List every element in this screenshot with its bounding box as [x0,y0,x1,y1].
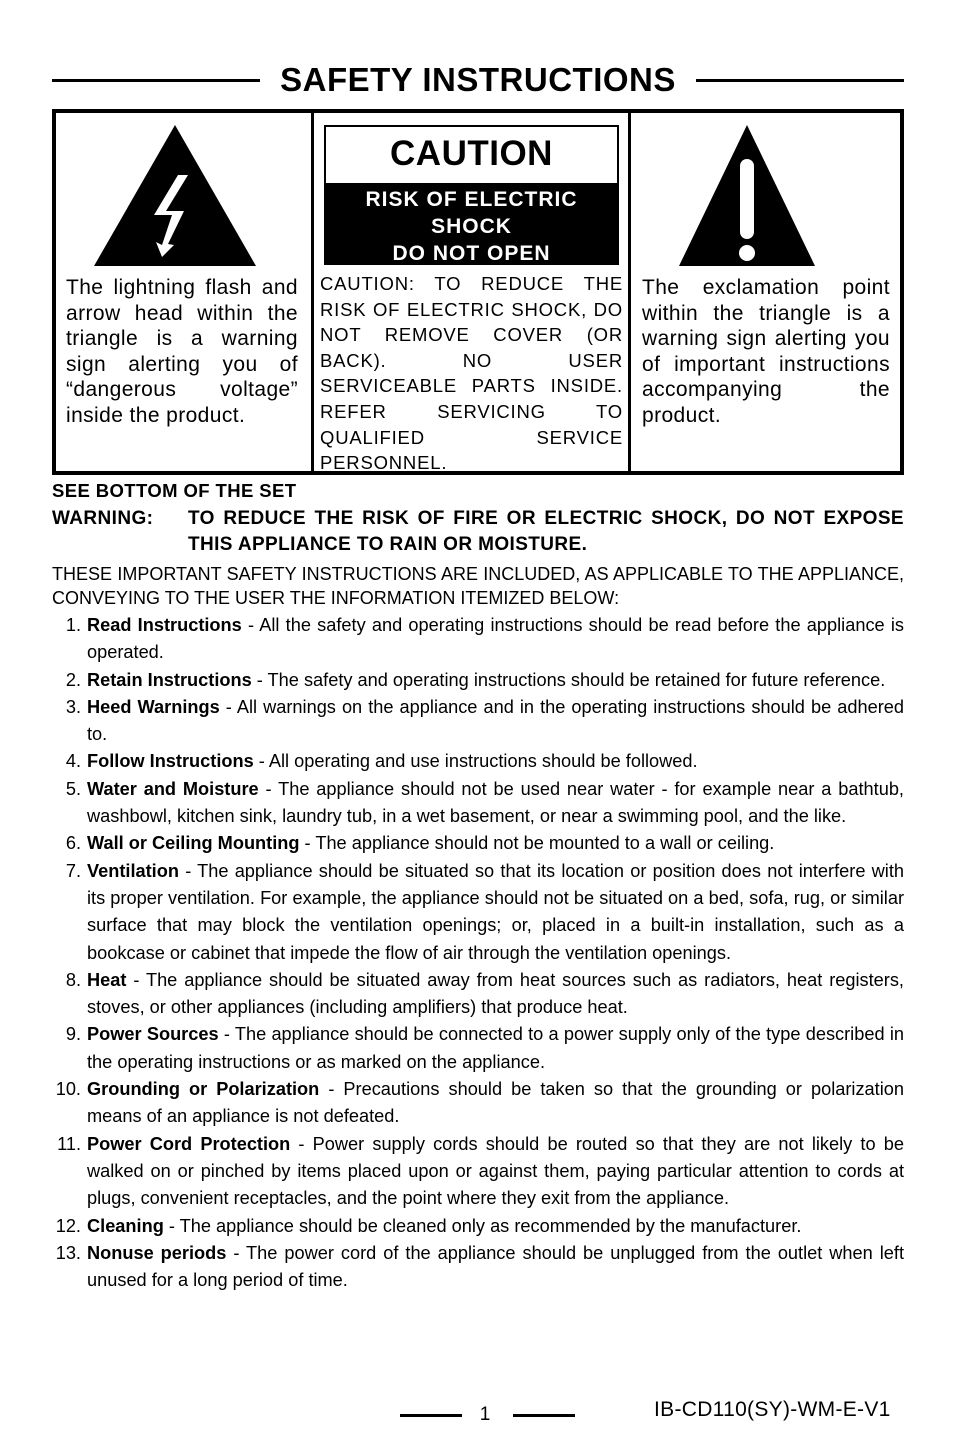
title-rule-left [52,79,260,82]
item-text: - All the safety and operating instructions should be read before the appliance is operated. [87,615,904,663]
item-number: 2. [65,669,81,690]
warning-label: WARNING: [52,508,154,529]
caution-text: CAUTION: TO REDUCE THE RISK OF ELECTRIC SHOCK, DO NOT REMOVE COVER (OR BACK). NO USER SERVICEABLE PARTS INSIDE. REFER SERVICING TO QUALIFIED SERVICE PERSONNEL. [320,273,623,474]
list-item [52,612,904,667]
item-title: Water and Moisture [87,778,259,799]
title-rule-right [696,79,904,82]
item-body [87,858,904,967]
item-number: 12. [55,1215,81,1236]
item-title: Grounding or Polarization [87,1079,320,1100]
item-text: - All warnings on the appliance and in the operating instructions should be adhered to. [87,696,904,745]
caution-column [314,113,631,474]
list-item [52,1021,904,1076]
item-text: - The appliance should be situated so that its location or position does not interfere with its proper ventilation. For example, the appliance should not be situated on a bed, sofa, rug, or similar surface that may block the ventilation openings; or, placed in a built-in installation, such as a bookcase or cabinet that impede the flow of air through the ventilation openings. [87,860,904,963]
item-title: Heed Warnings [87,696,220,717]
item-text: - The safety and operating instructions should be retained for future reference. [251,669,886,690]
item-body [87,612,904,667]
item-title: Read Instructions [87,615,242,635]
item-text: - The appliance should be situated away from heat sources such as radiators, heat registers, stoves, or other appliances (including amplifiers) that produce heat. [87,969,904,1018]
item-number: 13. [55,1242,81,1263]
item-title: Ventilation [87,860,179,881]
item-number: 6. [65,833,81,854]
risk-line: SHOCK [431,215,512,238]
page-title: SAFETY INSTRUCTIONS [280,61,676,98]
page-number: 1 [479,1404,491,1425]
item-body [87,694,904,749]
item-title: Nonuse periods [87,1242,227,1263]
document-code: IB-CD110(SY)-WM-E-V1 [654,1398,891,1421]
caution-heading: CAUTION [390,134,553,173]
risk-line: RISK OF ELECTRIC [365,188,578,211]
item-body [87,1021,904,1076]
item-title: Power Sources [87,1024,219,1045]
item-text: - All operating and use instructions should be followed. [253,751,698,772]
item-text: - The appliance should be connected to a power supply only of the type described in the operating instructions or as marked on the appliance. [87,1024,904,1072]
item-title: Wall or Ceiling Mounting [87,833,300,854]
exclamation-explanation: The exclamation point within the triangle is a warning sign alerting you of important instructions accompanying the product. [642,276,890,427]
item-number: 9. [65,1024,81,1045]
item-number: 7. [65,860,81,881]
see-bottom-note: SEE BOTTOM OF THE SET [52,480,297,501]
item-title: Follow Instructions [87,751,254,772]
item-body [87,748,904,775]
item-number: 11. [57,1133,81,1154]
item-number: 3. [65,696,81,717]
lightning-explanation: The lightning flash and arrow head within the triangle is a warning sign alerting you of “dangerous voltage” inside the product. [66,276,298,427]
page-header [52,58,904,102]
item-body [87,1213,904,1240]
list-item [52,1240,904,1295]
caution-panel [52,109,904,475]
warning-block [52,506,904,558]
list-item [52,1076,904,1131]
footer-rule-right [513,1414,575,1417]
caution-label [324,125,619,265]
footer-rule-left [400,1414,462,1417]
item-body [87,830,904,857]
list-item [52,830,904,857]
item-body [87,1076,904,1131]
item-title: Cleaning [87,1215,164,1236]
item-text: - The appliance should not be used near water - for example near a bathtub, washbowl, kitchen sink, laundry tub, in a wet basement, or near a swimming pool, and the like. [87,778,904,827]
item-body [87,967,904,1022]
item-body [87,1131,904,1213]
list-item [52,1213,904,1240]
list-item [52,858,904,967]
list-item [52,967,904,1022]
instruction-list [52,612,904,1294]
item-number: 10. [55,1079,81,1100]
item-text: - The appliance should not be mounted to a wall or ceiling. [299,833,775,854]
item-title: Power Cord Protection [87,1133,291,1154]
item-number: 1. [65,615,81,635]
list-item [52,748,904,775]
risk-line: DO NOT OPEN [392,242,551,265]
risk-banner [326,183,617,263]
item-number: 4. [65,751,81,772]
exclamation-triangle-icon [677,123,817,269]
item-body [87,776,904,831]
lightning-triangle-icon [92,123,258,269]
item-number: 8. [65,969,81,990]
item-body [87,667,904,694]
item-text: - Power supply cords should be routed so that they are not likely to be walked on or pinched by items placed upon or against them, paying particular attention to cords at plugs, convenient receptacles, and the point where they exit from the appliance. [87,1133,904,1209]
item-title: Heat [87,969,127,990]
item-text: - The appliance should be cleaned only as recommended by the manufacturer. [163,1215,802,1236]
warning-text: TO REDUCE THE RISK OF FIRE OR ELECTRIC SHOCK, DO NOT EXPOSE THIS APPLIANCE TO RAIN OR MOISTURE. [188,508,904,555]
item-number: 5. [65,778,81,799]
item-text: - Precautions should be taken so that the grounding or polarization means of an appliance is not defeated. [87,1079,905,1127]
item-text: - The power cord of the appliance should be unplugged from the outlet when left unused for a long period of time. [87,1242,905,1291]
item-body [87,1240,904,1295]
list-item [52,694,904,749]
intro-paragraph: THESE IMPORTANT SAFETY INSTRUCTIONS ARE INCLUDED, AS APPLICABLE TO THE APPLIANCE, CONVEYING TO THE USER THE INFORMATION ITEMIZED BELOW: [52,564,904,608]
list-item [52,667,904,694]
list-item [52,1131,904,1213]
list-item [52,776,904,831]
item-title: Retain Instructions [87,669,252,690]
lightning-column [56,113,314,471]
exclamation-column [631,113,900,471]
